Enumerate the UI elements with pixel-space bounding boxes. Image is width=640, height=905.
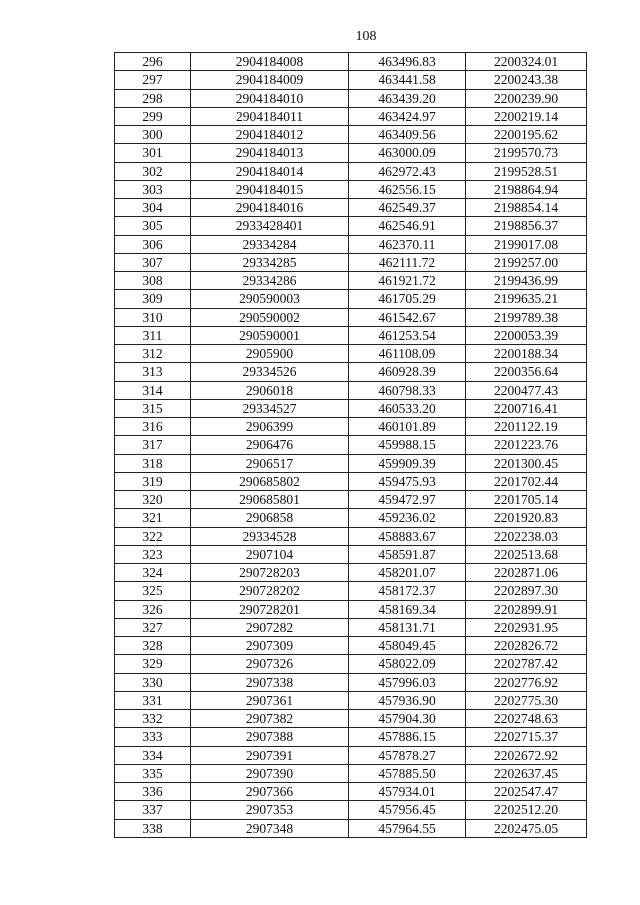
point-id-cell: 2907361 bbox=[191, 691, 349, 709]
row-number-cell: 301 bbox=[115, 144, 191, 162]
y-coordinate-cell: 2199257.00 bbox=[466, 253, 587, 271]
row-number-cell: 323 bbox=[115, 545, 191, 563]
y-coordinate-cell: 2202547.47 bbox=[466, 783, 587, 801]
point-id-cell: 2904184016 bbox=[191, 199, 349, 217]
table-row bbox=[115, 600, 587, 618]
y-coordinate-cell: 2202512.20 bbox=[466, 801, 587, 819]
y-coordinate-cell: 2200053.39 bbox=[466, 326, 587, 344]
point-id-cell: 2904184008 bbox=[191, 53, 349, 71]
table-row bbox=[115, 363, 587, 381]
point-id-cell: 290728201 bbox=[191, 600, 349, 618]
y-coordinate-cell: 2198864.94 bbox=[466, 180, 587, 198]
row-number-cell: 314 bbox=[115, 381, 191, 399]
table-row bbox=[115, 545, 587, 563]
y-coordinate-cell: 2202787.42 bbox=[466, 655, 587, 673]
x-coordinate-cell: 463441.58 bbox=[349, 71, 466, 89]
row-number-cell: 312 bbox=[115, 345, 191, 363]
row-number-cell: 306 bbox=[115, 235, 191, 253]
table-row bbox=[115, 107, 587, 125]
x-coordinate-cell: 460101.89 bbox=[349, 418, 466, 436]
x-coordinate-cell: 458022.09 bbox=[349, 655, 466, 673]
x-coordinate-cell: 459472.97 bbox=[349, 491, 466, 509]
row-number-cell: 310 bbox=[115, 308, 191, 326]
y-coordinate-cell: 2200195.62 bbox=[466, 126, 587, 144]
x-coordinate-cell: 460928.39 bbox=[349, 363, 466, 381]
table-row bbox=[115, 673, 587, 691]
table-row bbox=[115, 180, 587, 198]
row-number-cell: 327 bbox=[115, 618, 191, 636]
row-number-cell: 303 bbox=[115, 180, 191, 198]
table-row bbox=[115, 710, 587, 728]
point-id-cell: 2904184009 bbox=[191, 71, 349, 89]
y-coordinate-cell: 2198856.37 bbox=[466, 217, 587, 235]
y-coordinate-cell: 2200219.14 bbox=[466, 107, 587, 125]
row-number-cell: 305 bbox=[115, 217, 191, 235]
table-row bbox=[115, 253, 587, 271]
table-row bbox=[115, 819, 587, 837]
y-coordinate-cell: 2199436.99 bbox=[466, 272, 587, 290]
y-coordinate-cell: 2202897.30 bbox=[466, 582, 587, 600]
point-id-cell: 29334284 bbox=[191, 235, 349, 253]
y-coordinate-cell: 2199570.73 bbox=[466, 144, 587, 162]
row-number-cell: 318 bbox=[115, 454, 191, 472]
point-id-cell: 2906018 bbox=[191, 381, 349, 399]
row-number-cell: 326 bbox=[115, 600, 191, 618]
table-row bbox=[115, 326, 587, 344]
point-id-cell: 290590001 bbox=[191, 326, 349, 344]
row-number-cell: 298 bbox=[115, 89, 191, 107]
x-coordinate-cell: 463439.20 bbox=[349, 89, 466, 107]
row-number-cell: 331 bbox=[115, 691, 191, 709]
point-id-cell: 290685801 bbox=[191, 491, 349, 509]
point-id-cell: 2904184010 bbox=[191, 89, 349, 107]
y-coordinate-cell: 2201920.83 bbox=[466, 509, 587, 527]
row-number-cell: 335 bbox=[115, 764, 191, 782]
x-coordinate-cell: 462546.91 bbox=[349, 217, 466, 235]
row-number-cell: 319 bbox=[115, 472, 191, 490]
row-number-cell: 307 bbox=[115, 253, 191, 271]
row-number-cell: 321 bbox=[115, 509, 191, 527]
row-number-cell: 315 bbox=[115, 399, 191, 417]
y-coordinate-cell: 2202931.95 bbox=[466, 618, 587, 636]
point-id-cell: 2907338 bbox=[191, 673, 349, 691]
x-coordinate-cell: 463000.09 bbox=[349, 144, 466, 162]
y-coordinate-cell: 2202775.30 bbox=[466, 691, 587, 709]
x-coordinate-cell: 459988.15 bbox=[349, 436, 466, 454]
table-row bbox=[115, 527, 587, 545]
x-coordinate-cell: 457878.27 bbox=[349, 746, 466, 764]
point-id-cell: 290728203 bbox=[191, 564, 349, 582]
point-id-cell: 2907353 bbox=[191, 801, 349, 819]
x-coordinate-cell: 462370.11 bbox=[349, 235, 466, 253]
y-coordinate-cell: 2201122.19 bbox=[466, 418, 587, 436]
point-id-cell: 29334527 bbox=[191, 399, 349, 417]
y-coordinate-cell: 2202871.06 bbox=[466, 564, 587, 582]
x-coordinate-cell: 458131.71 bbox=[349, 618, 466, 636]
table-row bbox=[115, 746, 587, 764]
x-coordinate-cell: 457885.50 bbox=[349, 764, 466, 782]
table-row bbox=[115, 436, 587, 454]
point-id-cell: 2933428401 bbox=[191, 217, 349, 235]
point-id-cell: 2907388 bbox=[191, 728, 349, 746]
table-row bbox=[115, 308, 587, 326]
x-coordinate-cell: 457964.55 bbox=[349, 819, 466, 837]
y-coordinate-cell: 2201300.45 bbox=[466, 454, 587, 472]
y-coordinate-cell: 2199528.51 bbox=[466, 162, 587, 180]
point-id-cell: 2905900 bbox=[191, 345, 349, 363]
y-coordinate-cell: 2198854.14 bbox=[466, 199, 587, 217]
y-coordinate-cell: 2200243.38 bbox=[466, 71, 587, 89]
y-coordinate-cell: 2200356.64 bbox=[466, 363, 587, 381]
point-id-cell: 290590002 bbox=[191, 308, 349, 326]
row-number-cell: 308 bbox=[115, 272, 191, 290]
point-id-cell: 2907326 bbox=[191, 655, 349, 673]
table-row bbox=[115, 71, 587, 89]
row-number-cell: 324 bbox=[115, 564, 191, 582]
x-coordinate-cell: 460533.20 bbox=[349, 399, 466, 417]
table-row bbox=[115, 783, 587, 801]
point-id-cell: 2907348 bbox=[191, 819, 349, 837]
y-coordinate-cell: 2202748.63 bbox=[466, 710, 587, 728]
y-coordinate-cell: 2200716.41 bbox=[466, 399, 587, 417]
point-id-cell: 2906476 bbox=[191, 436, 349, 454]
x-coordinate-cell: 458169.34 bbox=[349, 600, 466, 618]
coordinates-table-body bbox=[115, 53, 587, 838]
x-coordinate-cell: 462549.37 bbox=[349, 199, 466, 217]
row-number-cell: 313 bbox=[115, 363, 191, 381]
x-coordinate-cell: 461108.09 bbox=[349, 345, 466, 363]
x-coordinate-cell: 458049.45 bbox=[349, 637, 466, 655]
point-id-cell: 29334528 bbox=[191, 527, 349, 545]
y-coordinate-cell: 2201223.76 bbox=[466, 436, 587, 454]
y-coordinate-cell: 2199789.38 bbox=[466, 308, 587, 326]
page-number: 108 bbox=[355, 29, 377, 44]
x-coordinate-cell: 461253.54 bbox=[349, 326, 466, 344]
y-coordinate-cell: 2200477.43 bbox=[466, 381, 587, 399]
row-number-cell: 328 bbox=[115, 637, 191, 655]
table-row bbox=[115, 126, 587, 144]
y-coordinate-cell: 2202672.92 bbox=[466, 746, 587, 764]
y-coordinate-cell: 2200324.01 bbox=[466, 53, 587, 71]
point-id-cell: 2907282 bbox=[191, 618, 349, 636]
point-id-cell: 2904184015 bbox=[191, 180, 349, 198]
table-row bbox=[115, 272, 587, 290]
y-coordinate-cell: 2202826.72 bbox=[466, 637, 587, 655]
table-row bbox=[115, 582, 587, 600]
point-id-cell: 290728202 bbox=[191, 582, 349, 600]
table-row bbox=[115, 764, 587, 782]
table-row bbox=[115, 235, 587, 253]
point-id-cell: 2907382 bbox=[191, 710, 349, 728]
x-coordinate-cell: 463424.97 bbox=[349, 107, 466, 125]
y-coordinate-cell: 2202238.03 bbox=[466, 527, 587, 545]
table-row bbox=[115, 144, 587, 162]
row-number-cell: 299 bbox=[115, 107, 191, 125]
x-coordinate-cell: 460798.33 bbox=[349, 381, 466, 399]
table-row bbox=[115, 89, 587, 107]
y-coordinate-cell: 2200239.90 bbox=[466, 89, 587, 107]
table-row bbox=[115, 454, 587, 472]
point-id-cell: 29334285 bbox=[191, 253, 349, 271]
table-row bbox=[115, 564, 587, 582]
point-id-cell: 2904184013 bbox=[191, 144, 349, 162]
y-coordinate-cell: 2201705.14 bbox=[466, 491, 587, 509]
table-row bbox=[115, 217, 587, 235]
point-id-cell: 290590003 bbox=[191, 290, 349, 308]
table-row bbox=[115, 162, 587, 180]
table-row bbox=[115, 399, 587, 417]
point-id-cell: 2904184012 bbox=[191, 126, 349, 144]
table-row bbox=[115, 509, 587, 527]
y-coordinate-cell: 2202637.45 bbox=[466, 764, 587, 782]
x-coordinate-cell: 459909.39 bbox=[349, 454, 466, 472]
x-coordinate-cell: 457996.03 bbox=[349, 673, 466, 691]
table-row bbox=[115, 345, 587, 363]
row-number-cell: 316 bbox=[115, 418, 191, 436]
row-number-cell: 330 bbox=[115, 673, 191, 691]
table-row bbox=[115, 491, 587, 509]
coordinates-table bbox=[114, 52, 587, 838]
row-number-cell: 325 bbox=[115, 582, 191, 600]
x-coordinate-cell: 457936.90 bbox=[349, 691, 466, 709]
row-number-cell: 311 bbox=[115, 326, 191, 344]
row-number-cell: 296 bbox=[115, 53, 191, 71]
x-coordinate-cell: 463409.56 bbox=[349, 126, 466, 144]
x-coordinate-cell: 462111.72 bbox=[349, 253, 466, 271]
y-coordinate-cell: 2202513.68 bbox=[466, 545, 587, 563]
point-id-cell: 2907391 bbox=[191, 746, 349, 764]
point-id-cell: 290685802 bbox=[191, 472, 349, 490]
table-row bbox=[115, 472, 587, 490]
y-coordinate-cell: 2200188.34 bbox=[466, 345, 587, 363]
y-coordinate-cell: 2201702.44 bbox=[466, 472, 587, 490]
y-coordinate-cell: 2202776.92 bbox=[466, 673, 587, 691]
table-row bbox=[115, 290, 587, 308]
table-row bbox=[115, 801, 587, 819]
x-coordinate-cell: 463496.83 bbox=[349, 53, 466, 71]
table-row bbox=[115, 728, 587, 746]
row-number-cell: 300 bbox=[115, 126, 191, 144]
x-coordinate-cell: 461705.29 bbox=[349, 290, 466, 308]
table-row bbox=[115, 637, 587, 655]
row-number-cell: 309 bbox=[115, 290, 191, 308]
x-coordinate-cell: 457904.30 bbox=[349, 710, 466, 728]
x-coordinate-cell: 461921.72 bbox=[349, 272, 466, 290]
point-id-cell: 2907390 bbox=[191, 764, 349, 782]
table-row bbox=[115, 199, 587, 217]
row-number-cell: 329 bbox=[115, 655, 191, 673]
point-id-cell: 2904184014 bbox=[191, 162, 349, 180]
point-id-cell: 29334526 bbox=[191, 363, 349, 381]
row-number-cell: 317 bbox=[115, 436, 191, 454]
row-number-cell: 332 bbox=[115, 710, 191, 728]
point-id-cell: 2906399 bbox=[191, 418, 349, 436]
row-number-cell: 337 bbox=[115, 801, 191, 819]
row-number-cell: 334 bbox=[115, 746, 191, 764]
y-coordinate-cell: 2202475.05 bbox=[466, 819, 587, 837]
point-id-cell: 2906517 bbox=[191, 454, 349, 472]
point-id-cell: 2904184011 bbox=[191, 107, 349, 125]
y-coordinate-cell: 2202715.37 bbox=[466, 728, 587, 746]
x-coordinate-cell: 462972.43 bbox=[349, 162, 466, 180]
x-coordinate-cell: 462556.15 bbox=[349, 180, 466, 198]
point-id-cell: 2907309 bbox=[191, 637, 349, 655]
table-row bbox=[115, 655, 587, 673]
x-coordinate-cell: 457956.45 bbox=[349, 801, 466, 819]
x-coordinate-cell: 458201.07 bbox=[349, 564, 466, 582]
row-number-cell: 336 bbox=[115, 783, 191, 801]
y-coordinate-cell: 2202899.91 bbox=[466, 600, 587, 618]
table-row bbox=[115, 618, 587, 636]
row-number-cell: 302 bbox=[115, 162, 191, 180]
y-coordinate-cell: 2199017.08 bbox=[466, 235, 587, 253]
point-id-cell: 2906858 bbox=[191, 509, 349, 527]
table-row bbox=[115, 691, 587, 709]
table-row bbox=[115, 381, 587, 399]
x-coordinate-cell: 457934.01 bbox=[349, 783, 466, 801]
x-coordinate-cell: 458172.37 bbox=[349, 582, 466, 600]
row-number-cell: 320 bbox=[115, 491, 191, 509]
row-number-cell: 304 bbox=[115, 199, 191, 217]
point-id-cell: 2907366 bbox=[191, 783, 349, 801]
row-number-cell: 338 bbox=[115, 819, 191, 837]
x-coordinate-cell: 459236.02 bbox=[349, 509, 466, 527]
row-number-cell: 322 bbox=[115, 527, 191, 545]
row-number-cell: 297 bbox=[115, 71, 191, 89]
row-number-cell: 333 bbox=[115, 728, 191, 746]
x-coordinate-cell: 459475.93 bbox=[349, 472, 466, 490]
y-coordinate-cell: 2199635.21 bbox=[466, 290, 587, 308]
x-coordinate-cell: 458591.87 bbox=[349, 545, 466, 563]
x-coordinate-cell: 458883.67 bbox=[349, 527, 466, 545]
table-row bbox=[115, 418, 587, 436]
table-row bbox=[115, 53, 587, 71]
x-coordinate-cell: 457886.15 bbox=[349, 728, 466, 746]
point-id-cell: 29334286 bbox=[191, 272, 349, 290]
x-coordinate-cell: 461542.67 bbox=[349, 308, 466, 326]
point-id-cell: 2907104 bbox=[191, 545, 349, 563]
